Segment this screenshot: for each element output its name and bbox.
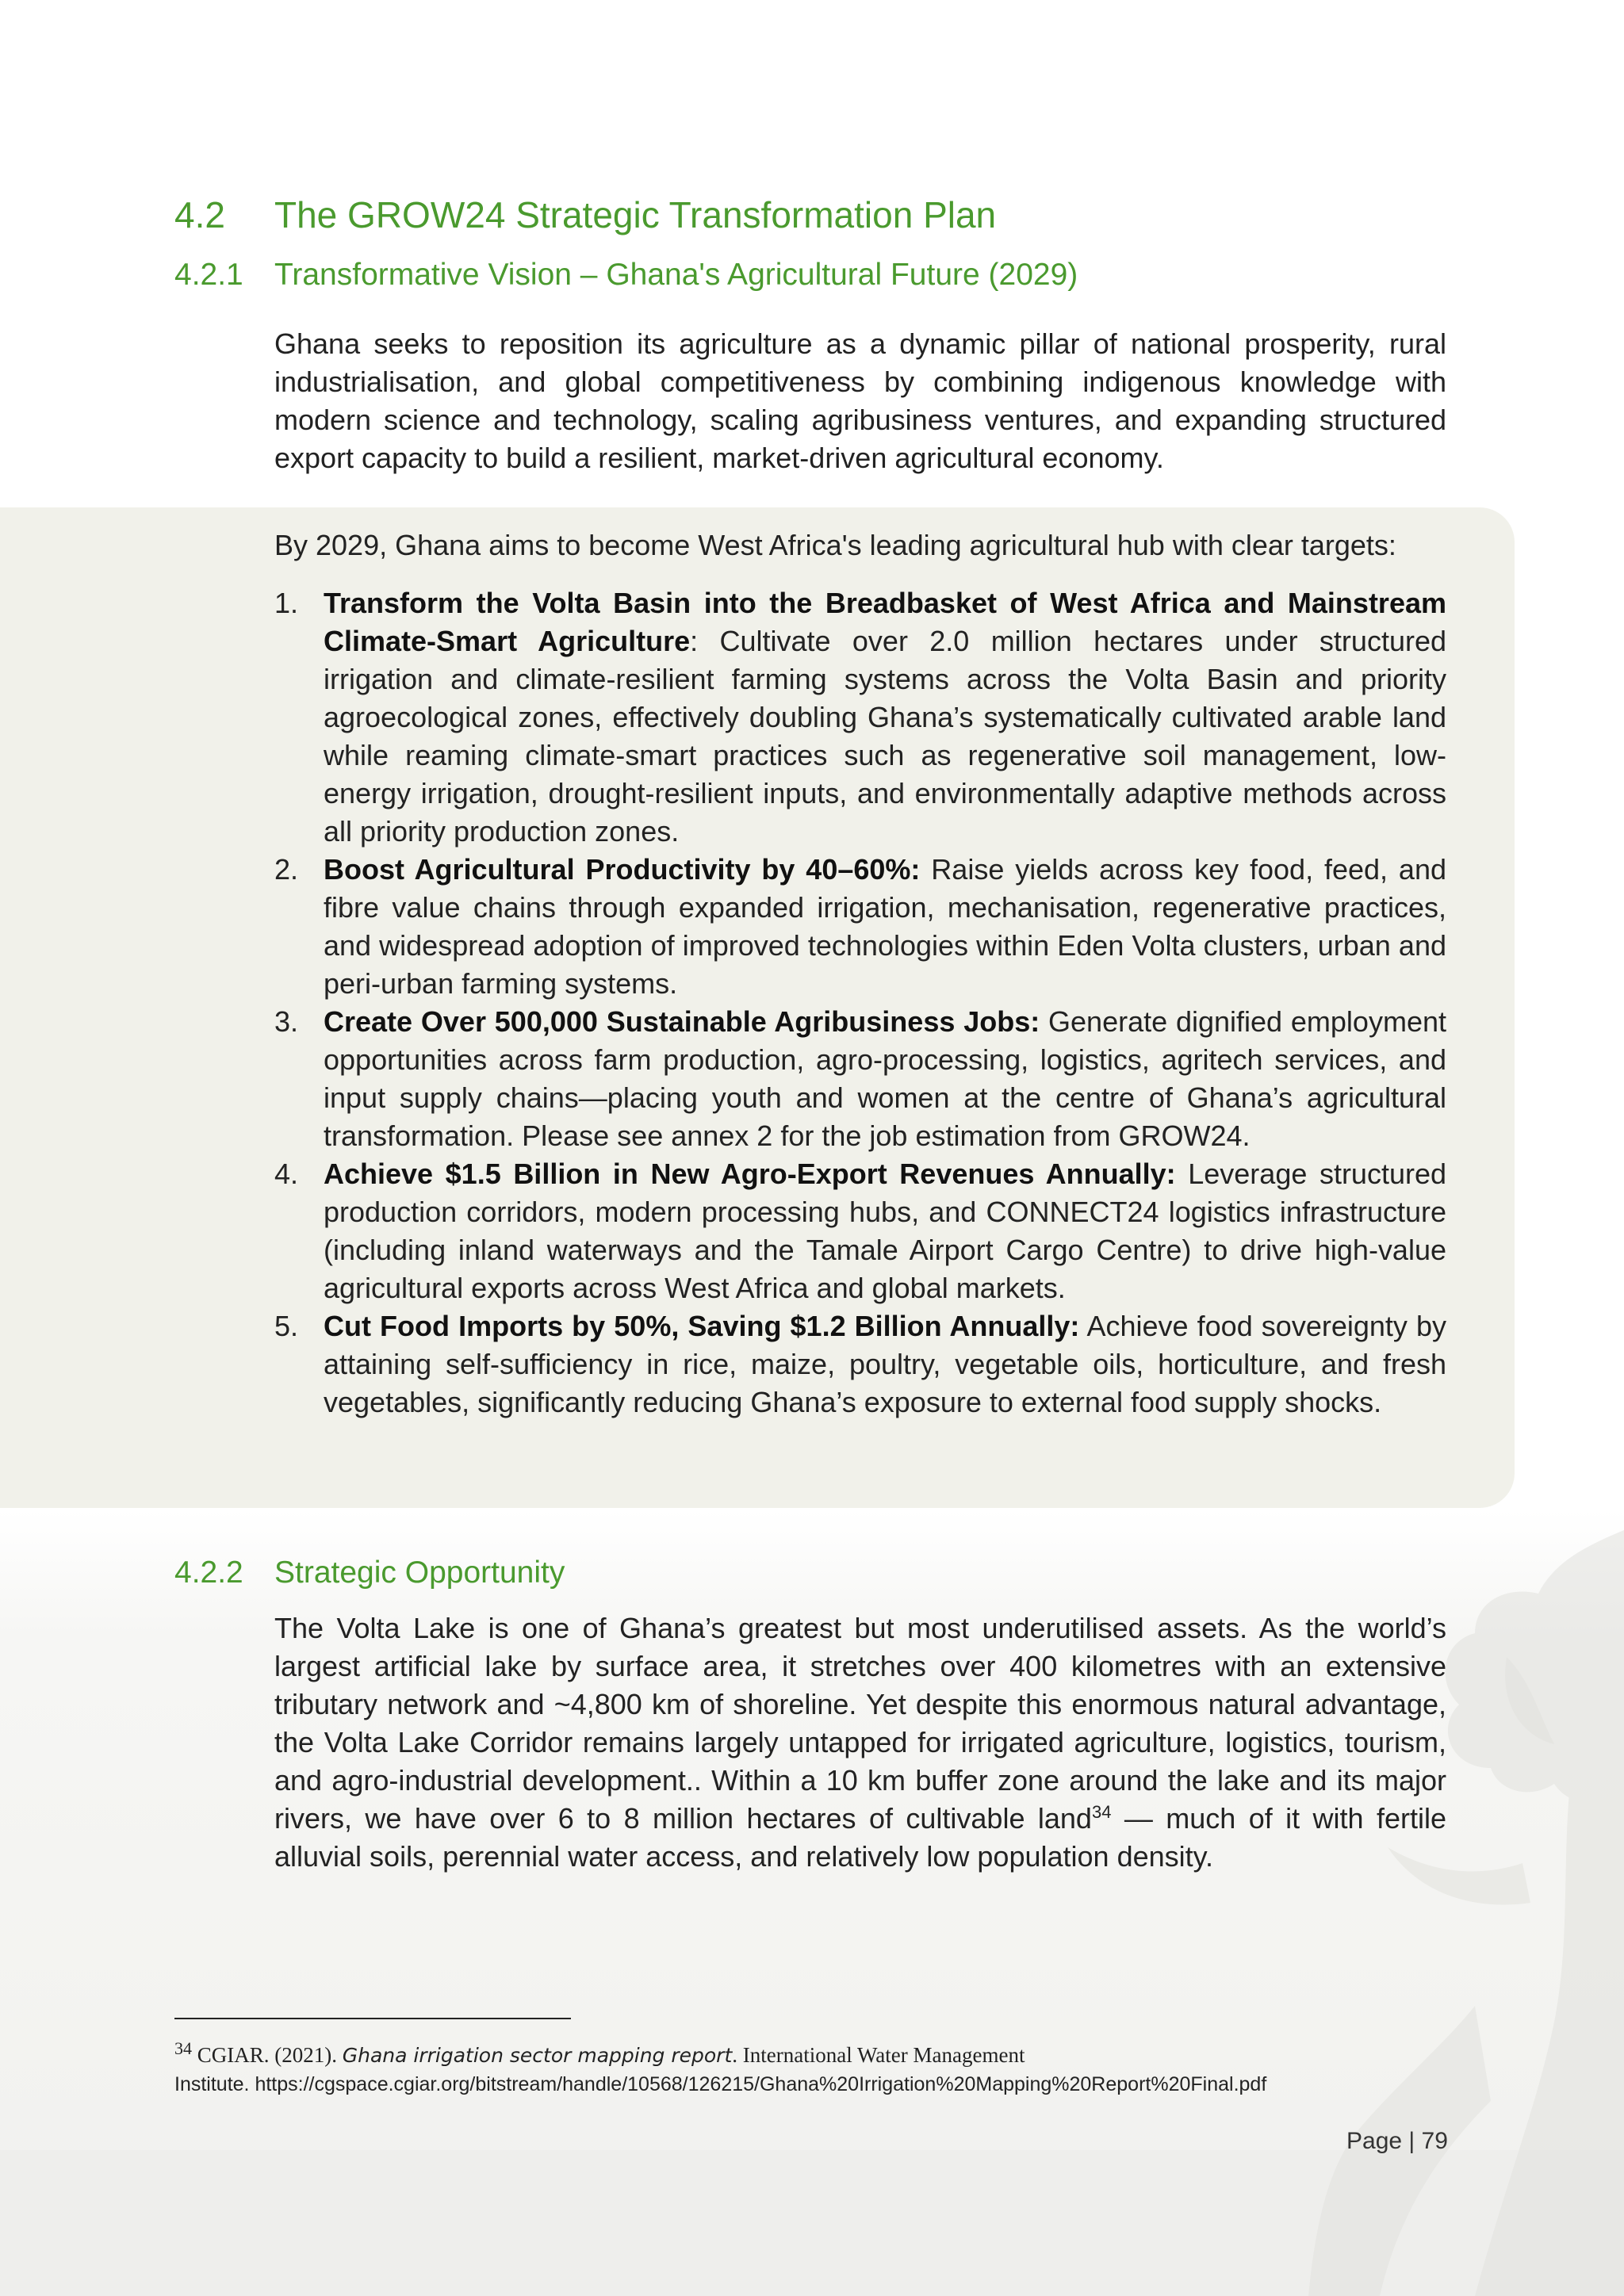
subsection-number: 4.2.1 [174, 258, 243, 292]
footnote-citation-author: CGIAR. (2021). [192, 2043, 343, 2067]
list-item-number: 2. [274, 853, 299, 886]
footnote-citation-title: Ghana irrigation sector mapping report [342, 2044, 733, 2067]
list-item-heading: Cut Food Imports by 50%, Saving $1.2 Billion Annually: [324, 1310, 1080, 1342]
vision-intro-paragraph: Ghana seeks to reposition its agriculture as a dynamic pillar of national prosperity, rural industrialisation, and global competitiveness by combining indigenous knowledge with modern science and technology, scaling agribusiness ventures, and expanding structured export capacity to build a resilient, market-driven agricultural economy. [274, 327, 1446, 474]
opportunity-text: The Volta Lake is one of Ghana’s greatest but most underutilised assets. As the world’s largest artificial lake by surface area, it stretches over 400 kilometres with an extensive tributary network and ~4,800 km of shoreline. Yet despite this enormous natural advantage, the Volta Lake Corridor remains largely untapped for irrigated agriculture, logistics, tourism, and agro-industrial development.. Within a 10 km buffer zone around the lake and its major rivers, we have over 6 to 8 million hectares of cultivable land [274, 1612, 1446, 1835]
subsection-number: 4.2.2 [174, 1556, 243, 1590]
list-item-heading: Achieve $1.5 Billion in New Agro-Export Revenues Annually: [324, 1158, 1176, 1190]
list-item-text: Achieve food sovereignty by attaining self-sufficiency in rice, maize, poultry, vegetable oils, horticulture, and fresh vegetables, significantly reducing Ghana’s exposure to external food supply shocks. [324, 1310, 1446, 1418]
section-title: The GROW24 Strategic Transformation Plan [274, 194, 997, 235]
list-item-number: 5. [274, 1310, 299, 1342]
list-item-text: Raise yields across key food, feed, and fibre value chains through expanded irrigation, mechanisation, regenerative practices, and widespread adoption of improved technologies within Eden Volta clusters, urban and peri-urban farming systems. [324, 853, 1446, 1000]
list-item-heading: Transform the Volta Basin into the Breadbasket of West Africa and Mainstream Climate-Smart Agriculture [324, 587, 1446, 657]
opportunity-paragraph [274, 1609, 1446, 1876]
footnote-divider [174, 2018, 571, 2019]
list-item-text: Leverage structured production corridors, modern processing hubs, and CONNECT24 logistics infrastructure (including inland waterways and the Tamale Airport Cargo Centre) to drive high-value agricultural exports across West Africa and global markets. [324, 1158, 1447, 1304]
list-item-heading: Boost Agricultural Productivity by 40–60%: [324, 853, 921, 886]
section-number: 4.2 [174, 194, 225, 235]
subsection-title: Strategic Opportunity [274, 1556, 565, 1590]
list-item-number: 3. [274, 1005, 299, 1038]
subsection-heading-opportunity [174, 1556, 565, 1590]
targets-list [274, 584, 1446, 1422]
section-heading [174, 193, 996, 236]
list-item-text: : Cultivate over 2.0 million hectares under structured irrigation and climate-resilient farming systems across the Volta Basin and priority agroecological zones, effectively doubling Ghana’s systematically cultivated arable land while reaming climate-smart practices such as regenerative soil management, low-energy irrigation, drought-resilient inputs, and environmentally adaptive methods across all priority production zones. [324, 625, 1446, 848]
list-item [274, 1307, 1446, 1422]
subsection-title: Transformative Vision – Ghana's Agricultural Future (2029) [274, 258, 1078, 292]
opportunity-text-continued: — much of it with fertile alluvial soils, perennial water access, and relatively low population density. [274, 1802, 1446, 1873]
footnote-line-1 [174, 2038, 1025, 2070]
list-item [274, 584, 1446, 851]
footnote-reference[interactable]: 34 [1091, 1802, 1112, 1822]
footnote-marker: 34 [174, 2038, 192, 2058]
list-item [274, 1003, 1446, 1155]
subsection-heading-vision [174, 258, 1078, 293]
list-item-number: 4. [274, 1158, 299, 1190]
list-item [274, 1155, 1446, 1307]
page-number: Page | 79 [1346, 2128, 1448, 2154]
footnote-line-2-url[interactable]: Institute. https://cgspace.cgiar.org/bitstream/handle/10568/126215/Ghana%20Irrigation%20Mapping%20Report%20Final.pdf [174, 2073, 1267, 2095]
targets-lead-paragraph: By 2029, Ghana aims to become West Africa's leading agricultural hub with clear targets: [274, 529, 1396, 561]
footnote-citation-publisher: . International Water Management [732, 2043, 1025, 2067]
list-item-text: Generate dignified employment opportunities across farm production, agro-processing, logistics, agritech services, and input supply chains—placing youth and women at the centre of Ghana’s agricultural transformation. Please see annex 2 for the job estimation from GROW24. [324, 1005, 1446, 1152]
list-item-heading: Create Over 500,000 Sustainable Agribusiness Jobs: [324, 1005, 1040, 1038]
list-item-number: 1. [274, 587, 299, 619]
list-item [274, 851, 1446, 1003]
